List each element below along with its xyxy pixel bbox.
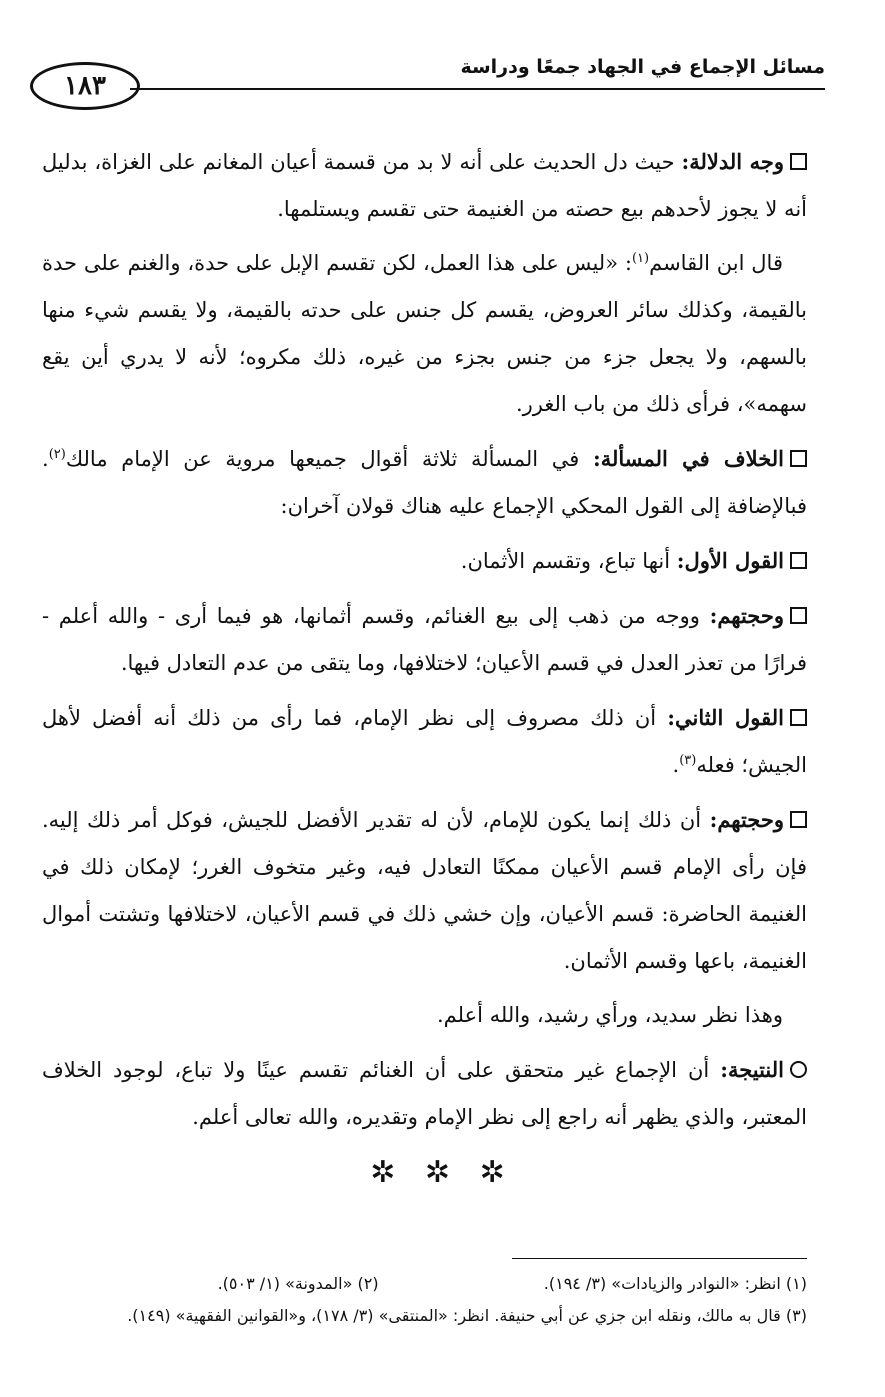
paragraph-heading: وجه الدلالة:	[681, 149, 784, 174]
paragraph-text: وهذا نظر سديد، ورأي رشيد، والله أعلم.	[436, 1003, 783, 1027]
paragraph-conclusion	[42, 1046, 807, 1141]
page-number: ١٨٣	[30, 62, 140, 110]
page-body	[42, 138, 807, 1148]
paragraph-heading: وحجتهم:	[709, 603, 784, 628]
paragraph-ibn-qasim	[42, 240, 807, 428]
paragraph-text: : «ليس على هذا العمل، لكن تقسم الإبل على حدة، والغنم على حدة بالقيمة، وكذلك سائر العروض، يقسم كل جنس على حدته بالقيمة، ولا يقسم شيء منها بالسهم، ولا يجعل جزء من جنس بجزء من غيره، ذلك مكروه؛ لأنه لا يدري أين يقع سهمه»، فرأى ذلك من باب الغرر.	[42, 251, 807, 416]
paragraph-heading: النتيجة:	[720, 1057, 784, 1082]
footnote-1: (١) انظر: «النوادر والزيادات» (٣/ ١٩٤).	[543, 1274, 807, 1293]
square-bullet-icon	[790, 709, 807, 726]
footnote-3: (٣) قال به مالك، ونقله ابن جزي عن أبي حنيفة. انظر: «المنتقى» (٣/ ١٧٨)، و«القوانين الفقهية» (١٤٩).	[127, 1306, 807, 1325]
page-header	[30, 40, 825, 110]
footnote-ref: (١)	[631, 251, 650, 266]
paragraph-text: أنها تباع، وتقسم الأثمان.	[460, 549, 677, 573]
square-bullet-icon	[790, 153, 807, 170]
paragraph-heading: القول الأول:	[676, 548, 784, 573]
paragraph-text: ووجه من ذهب إلى بيع الغنائم، وقسم أثمانها، هو فيما أرى - والله أعلم - فرارًا من تعذر العدل في قسم الأعيان؛ لاختلافها، وما يتقى من عدم التعادل فيها.	[42, 604, 807, 675]
paragraph-heading: الخلاف في المسألة:	[592, 446, 785, 471]
paragraph-evidence	[42, 138, 807, 233]
paragraph-heading: القول الثاني:	[667, 705, 784, 730]
paragraph-first-argument	[42, 592, 807, 687]
footnote-2: (٢) «المدونة» (١/ ٥٠٣).	[217, 1274, 379, 1293]
paragraph-second-argument	[42, 796, 807, 985]
paragraph-dispute	[42, 435, 807, 530]
paragraph-heading: وحجتهم:	[709, 807, 784, 832]
paragraph-text: حيث دل الحديث على أنه لا بد من قسمة أعيان المغانم على الغزاة، بدليل أنه لا يجوز لأحدهم بيع حصته من الغنيمة حتى تقسم ويستلمها.	[42, 150, 807, 221]
paragraph-text: أن ذلك إنما يكون للإمام، لأن له تقدير الأفضل للجيش، فوكل أمر ذلك إليه. فإن رأى الإمام قسم الأعيان ممكنًا التعادل فيه، وغير متخوف الغرر؛ لإمكان ذلك في الغنيمة الحاضرة: قسم الأعيان، وإن خشي ذلك في قسم الأعيان، لاختلافها وتشتت أموال الغنيمة، باعها وقسم الأثمان.	[42, 808, 807, 973]
running-title: مسائل الإجماع في الجهاد جمعًا ودراسة	[460, 56, 825, 78]
square-bullet-icon	[790, 811, 807, 828]
paragraph-text: في المسألة ثلاثة أقوال جميعها مروية عن الإمام مالك	[65, 447, 593, 471]
square-bullet-icon	[790, 607, 807, 624]
footnote-ref: (٣)	[679, 753, 697, 768]
footnote-row	[42, 1268, 807, 1300]
paragraph-text: .	[672, 753, 680, 777]
footnotes	[42, 1268, 807, 1332]
footnote-ref: (٢)	[48, 447, 66, 462]
square-bullet-icon	[790, 450, 807, 467]
paragraph-text: قال ابن القاسم	[649, 251, 783, 275]
square-bullet-icon	[790, 552, 807, 569]
paragraph-text: . فبالإضافة إلى القول المحكي الإجماع عليه هناك قولان آخران:	[42, 447, 807, 518]
section-separator-icon: ✲ ✲ ✲	[370, 1155, 515, 1190]
circle-bullet-icon	[790, 1061, 807, 1078]
header-rule	[130, 88, 825, 90]
paragraph-assessment	[42, 992, 807, 1039]
footnote-rule	[512, 1258, 807, 1259]
paragraph-second-opinion	[42, 694, 807, 789]
paragraph-first-opinion	[42, 537, 807, 585]
paragraph-text: أن الإجماع غير متحقق على أن الغنائم تقسم عينًا ولا تباع، لوجود الخلاف المعتبر، والذي يظهر أنه راجع إلى نظر الإمام وتقديره، والله تعالى أعلم.	[42, 1058, 807, 1129]
paragraph-text: أن ذلك مصروف إلى نظر الإمام، فما رأى من ذلك أنه أفضل لأهل الجيش؛ فعله	[42, 706, 807, 777]
